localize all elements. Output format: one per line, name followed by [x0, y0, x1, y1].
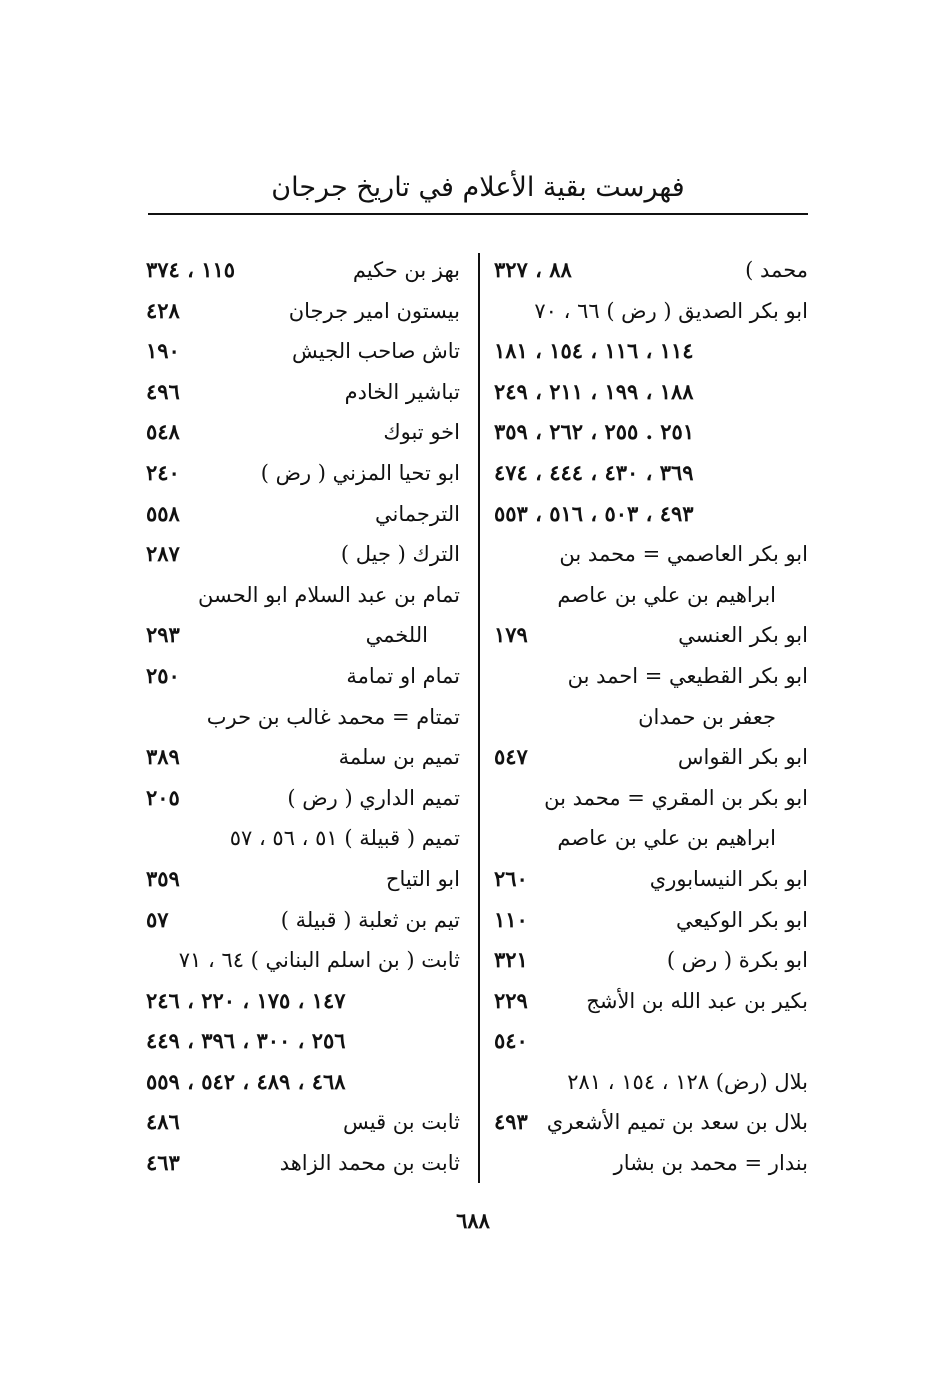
- entry-name: بهز بن حكيم: [352, 258, 460, 282]
- index-column-right: [486, 250, 816, 1184]
- entry-name: ابو بكر الوكيعي: [676, 907, 808, 932]
- entry-pages: ٤٢٨: [146, 297, 180, 323]
- index-entry: [138, 615, 468, 656]
- entry-pages: ١٤٧ ، ١٧٥ ، ٢٢٠ ، ٢٤٦: [146, 987, 346, 1013]
- entry-name: ابو بكر العنسي: [678, 623, 808, 648]
- index-entry: [486, 615, 816, 656]
- entry-name: [460, 1021, 468, 1062]
- page-number: ٦٨٨: [456, 1208, 490, 1233]
- index-entry: [486, 737, 816, 778]
- entry-pages: [486, 778, 494, 819]
- entry-name: ثابت بن محمد الزاهد: [279, 1151, 460, 1176]
- column-divider: [478, 253, 480, 1183]
- entry-name: بندار = محمد بن بشار: [613, 1151, 808, 1176]
- entry-name: اخو تبوك: [383, 420, 460, 445]
- entry-name: ابو بكر القطيعي = احمد بن: [567, 663, 808, 688]
- index-entry: [138, 412, 468, 453]
- header-divider: [148, 213, 808, 215]
- index-entry: [486, 453, 816, 494]
- entry-pages: ٥٤٠: [494, 1028, 528, 1054]
- entry-pages: [138, 940, 146, 981]
- entry-name: اللخمي: [365, 623, 428, 648]
- entry-name: الترجماني: [374, 501, 460, 526]
- entry-pages: ٤٩٣ ، ٥٠٣ ، ٥١٦ ، ٥٥٣: [494, 500, 694, 526]
- entry-pages: ٢٦٠: [494, 865, 528, 891]
- index-entry: [486, 412, 816, 453]
- index-entry: [486, 940, 816, 981]
- index-entry: [486, 291, 816, 332]
- index-entry: [138, 331, 468, 372]
- entry-name: [808, 372, 816, 413]
- entry-pages: [138, 575, 146, 616]
- entry-pages: ١٩٠: [146, 338, 180, 364]
- entry-pages: ٢٥١ . ٢٥٥ ، ٢٦٢ ، ٣٥٩: [494, 419, 695, 445]
- index-entry: [486, 900, 816, 941]
- entry-name: بلال بن سعد بن تميم الأشعري: [546, 1110, 808, 1135]
- entry-pages: ٨٨ ، ٣٢٧: [494, 257, 572, 282]
- entry-name: تمام او تمامة: [346, 663, 460, 688]
- index-entry: [486, 778, 816, 819]
- entry-pages: ٣٨٩: [146, 744, 180, 770]
- entry-pages: ٤٦٨ ، ٤٨٩ ، ٥٤٢ ، ٥٥٩: [146, 1068, 346, 1094]
- entry-name: [808, 494, 816, 535]
- index-entry: [138, 981, 468, 1022]
- entry-pages: ٤٦٣: [146, 1150, 180, 1176]
- page-title: فهرست بقية الأعلام في تاريخ جرجان: [271, 172, 685, 203]
- index-entry: [138, 494, 468, 535]
- entry-name: بيستون امير جرجان: [288, 298, 460, 323]
- entry-pages: ٢٥٠: [146, 662, 180, 688]
- entry-name: تميم الداري ( رض ): [287, 785, 460, 810]
- index-entry: [138, 534, 468, 575]
- index-entry: [138, 575, 468, 616]
- entry-name: ابو بكر العاصمي = محمد بن: [559, 542, 808, 567]
- entry-pages: [486, 534, 494, 575]
- entry-name: ابو التياح: [385, 866, 460, 891]
- entry-pages: [486, 1143, 494, 1184]
- index-entry: [138, 291, 468, 332]
- entry-name: ابراهيم بن علي بن عاصم: [557, 826, 776, 851]
- index-entry: [486, 1062, 816, 1103]
- entry-pages: [486, 1062, 494, 1103]
- entry-pages: ٢٤٠: [146, 459, 180, 485]
- index-entry: [486, 818, 816, 859]
- index-entry: [138, 372, 468, 413]
- entry-pages: ١١٤ ، ١١٦ ، ١٥٤ ، ١٨١: [494, 338, 694, 364]
- entry-name: [460, 981, 468, 1022]
- entry-name: تمتام = محمد غالب بن حرب: [206, 704, 460, 729]
- entry-pages: [486, 818, 494, 859]
- entry-pages: ١١٥ ، ٣٧٤: [146, 257, 236, 282]
- entry-name: ثابت بن قيس: [342, 1110, 460, 1135]
- index-entry: [486, 575, 816, 616]
- entry-name: جعفر بن حمدان: [638, 704, 776, 729]
- index-entry: [486, 372, 816, 413]
- entry-pages: ٣٥٩: [146, 865, 180, 891]
- index-entry: [138, 453, 468, 494]
- index-entry: [486, 1102, 816, 1143]
- entry-pages: ٥٧: [146, 906, 169, 932]
- entry-name: تميم ( قبيلة ) ٥١ ، ٥٦ ، ٥٧: [229, 826, 460, 851]
- entry-name: ابو بكر القواس: [677, 745, 808, 770]
- entry-name: تميم بن سلمة: [338, 745, 460, 770]
- index-entry: [138, 900, 468, 941]
- entry-name: محمد ): [745, 258, 808, 282]
- entry-name: الترك ( جيل ): [340, 542, 460, 567]
- entry-pages: ١٧٩: [494, 622, 528, 648]
- index-entry: [486, 1021, 816, 1062]
- index-entry: [486, 1143, 816, 1184]
- index-entry: [138, 1062, 468, 1103]
- entry-pages: ١٨٨ ، ١٩٩ ، ٢١١ ، ٢٤٩: [494, 378, 694, 404]
- entry-name: بلال (رض) ١٢٨ ، ١٥٤ ، ٢٨١: [567, 1069, 808, 1094]
- index-entry: [486, 981, 816, 1022]
- entry-pages: [138, 818, 146, 859]
- entry-name: تمام بن عبد السلام ابو الحسن: [197, 582, 460, 607]
- entry-name: تباشير الخادم: [344, 379, 460, 404]
- index-entry: [138, 859, 468, 900]
- entry-pages: ٤٩٦: [146, 378, 180, 404]
- entry-name: [808, 331, 816, 372]
- index-entry: [138, 1021, 468, 1062]
- entry-pages: ٤٨٦: [146, 1109, 180, 1135]
- index-entry: [486, 494, 816, 535]
- entry-name: ابو بكر بن المقري = محمد بن: [544, 785, 808, 810]
- entry-name: ابو بكرة ( رض ): [666, 948, 808, 973]
- index-entry: [138, 737, 468, 778]
- entry-name: ابو بكر الصديق ( رض ) ٦٦ ، ٧٠: [534, 298, 808, 323]
- index-entry: [138, 778, 468, 819]
- index-entry: [138, 250, 468, 291]
- entry-pages: ١١٠: [494, 906, 528, 932]
- entry-name: تيم بن ثعلبة ( قبيلة ): [280, 907, 460, 932]
- entry-pages: ٥٥٨: [146, 500, 180, 526]
- entry-pages: [486, 575, 494, 616]
- entry-pages: ٢٢٩: [494, 987, 528, 1013]
- entry-pages: ٢٩٣: [146, 622, 180, 648]
- index-column-left: [138, 250, 468, 1184]
- entry-name: [460, 1062, 468, 1103]
- index-entry: [486, 859, 816, 900]
- index-entry: [486, 331, 816, 372]
- entry-pages: [486, 656, 494, 697]
- index-entry: [138, 818, 468, 859]
- entry-name: [808, 412, 816, 453]
- entry-pages: ٣٢١: [494, 947, 528, 973]
- entry-name: [808, 1021, 816, 1062]
- entry-pages: [138, 697, 146, 738]
- entry-name: بكير بن عبد الله بن الأشج: [586, 988, 808, 1013]
- index-entry: [486, 656, 816, 697]
- index-entry: [486, 534, 816, 575]
- entry-pages: ٢٠٥: [146, 784, 180, 810]
- entry-pages: ٣٦٩ ، ٤٣٠ ، ٤٤٤ ، ٤٧٤: [494, 459, 694, 485]
- entry-pages: ٢٨٧: [146, 541, 180, 567]
- entry-pages: ٥٤٧: [494, 744, 528, 770]
- entry-name: ابراهيم بن علي بن عاصم: [557, 582, 776, 607]
- entry-pages: [486, 291, 494, 332]
- index-entry: [138, 697, 468, 738]
- entry-name: ابو بكر النيسابوري: [649, 866, 808, 891]
- index-entry: [138, 1143, 468, 1184]
- index-entry: [138, 656, 468, 697]
- entry-pages: ٥٤٨: [146, 419, 180, 445]
- index-entry: [486, 250, 816, 291]
- entry-name: تاش صاحب الجيش: [292, 339, 460, 364]
- index-entry: [486, 697, 816, 738]
- index-entry: [138, 940, 468, 981]
- entry-name: [808, 453, 816, 494]
- entry-pages: [486, 697, 494, 738]
- index-entry: [138, 1102, 468, 1143]
- entry-name: ثابت ( بن اسلم البناني ) ٦٤ ، ٧١: [178, 948, 460, 973]
- entry-pages: ٤٩٣: [494, 1109, 528, 1135]
- entry-name: ابو تحيا المزني ( رض ): [260, 460, 460, 485]
- entry-pages: ٢٥٦ ، ٣٠٠ ، ٣٩٦ ، ٤٤٩: [146, 1028, 346, 1054]
